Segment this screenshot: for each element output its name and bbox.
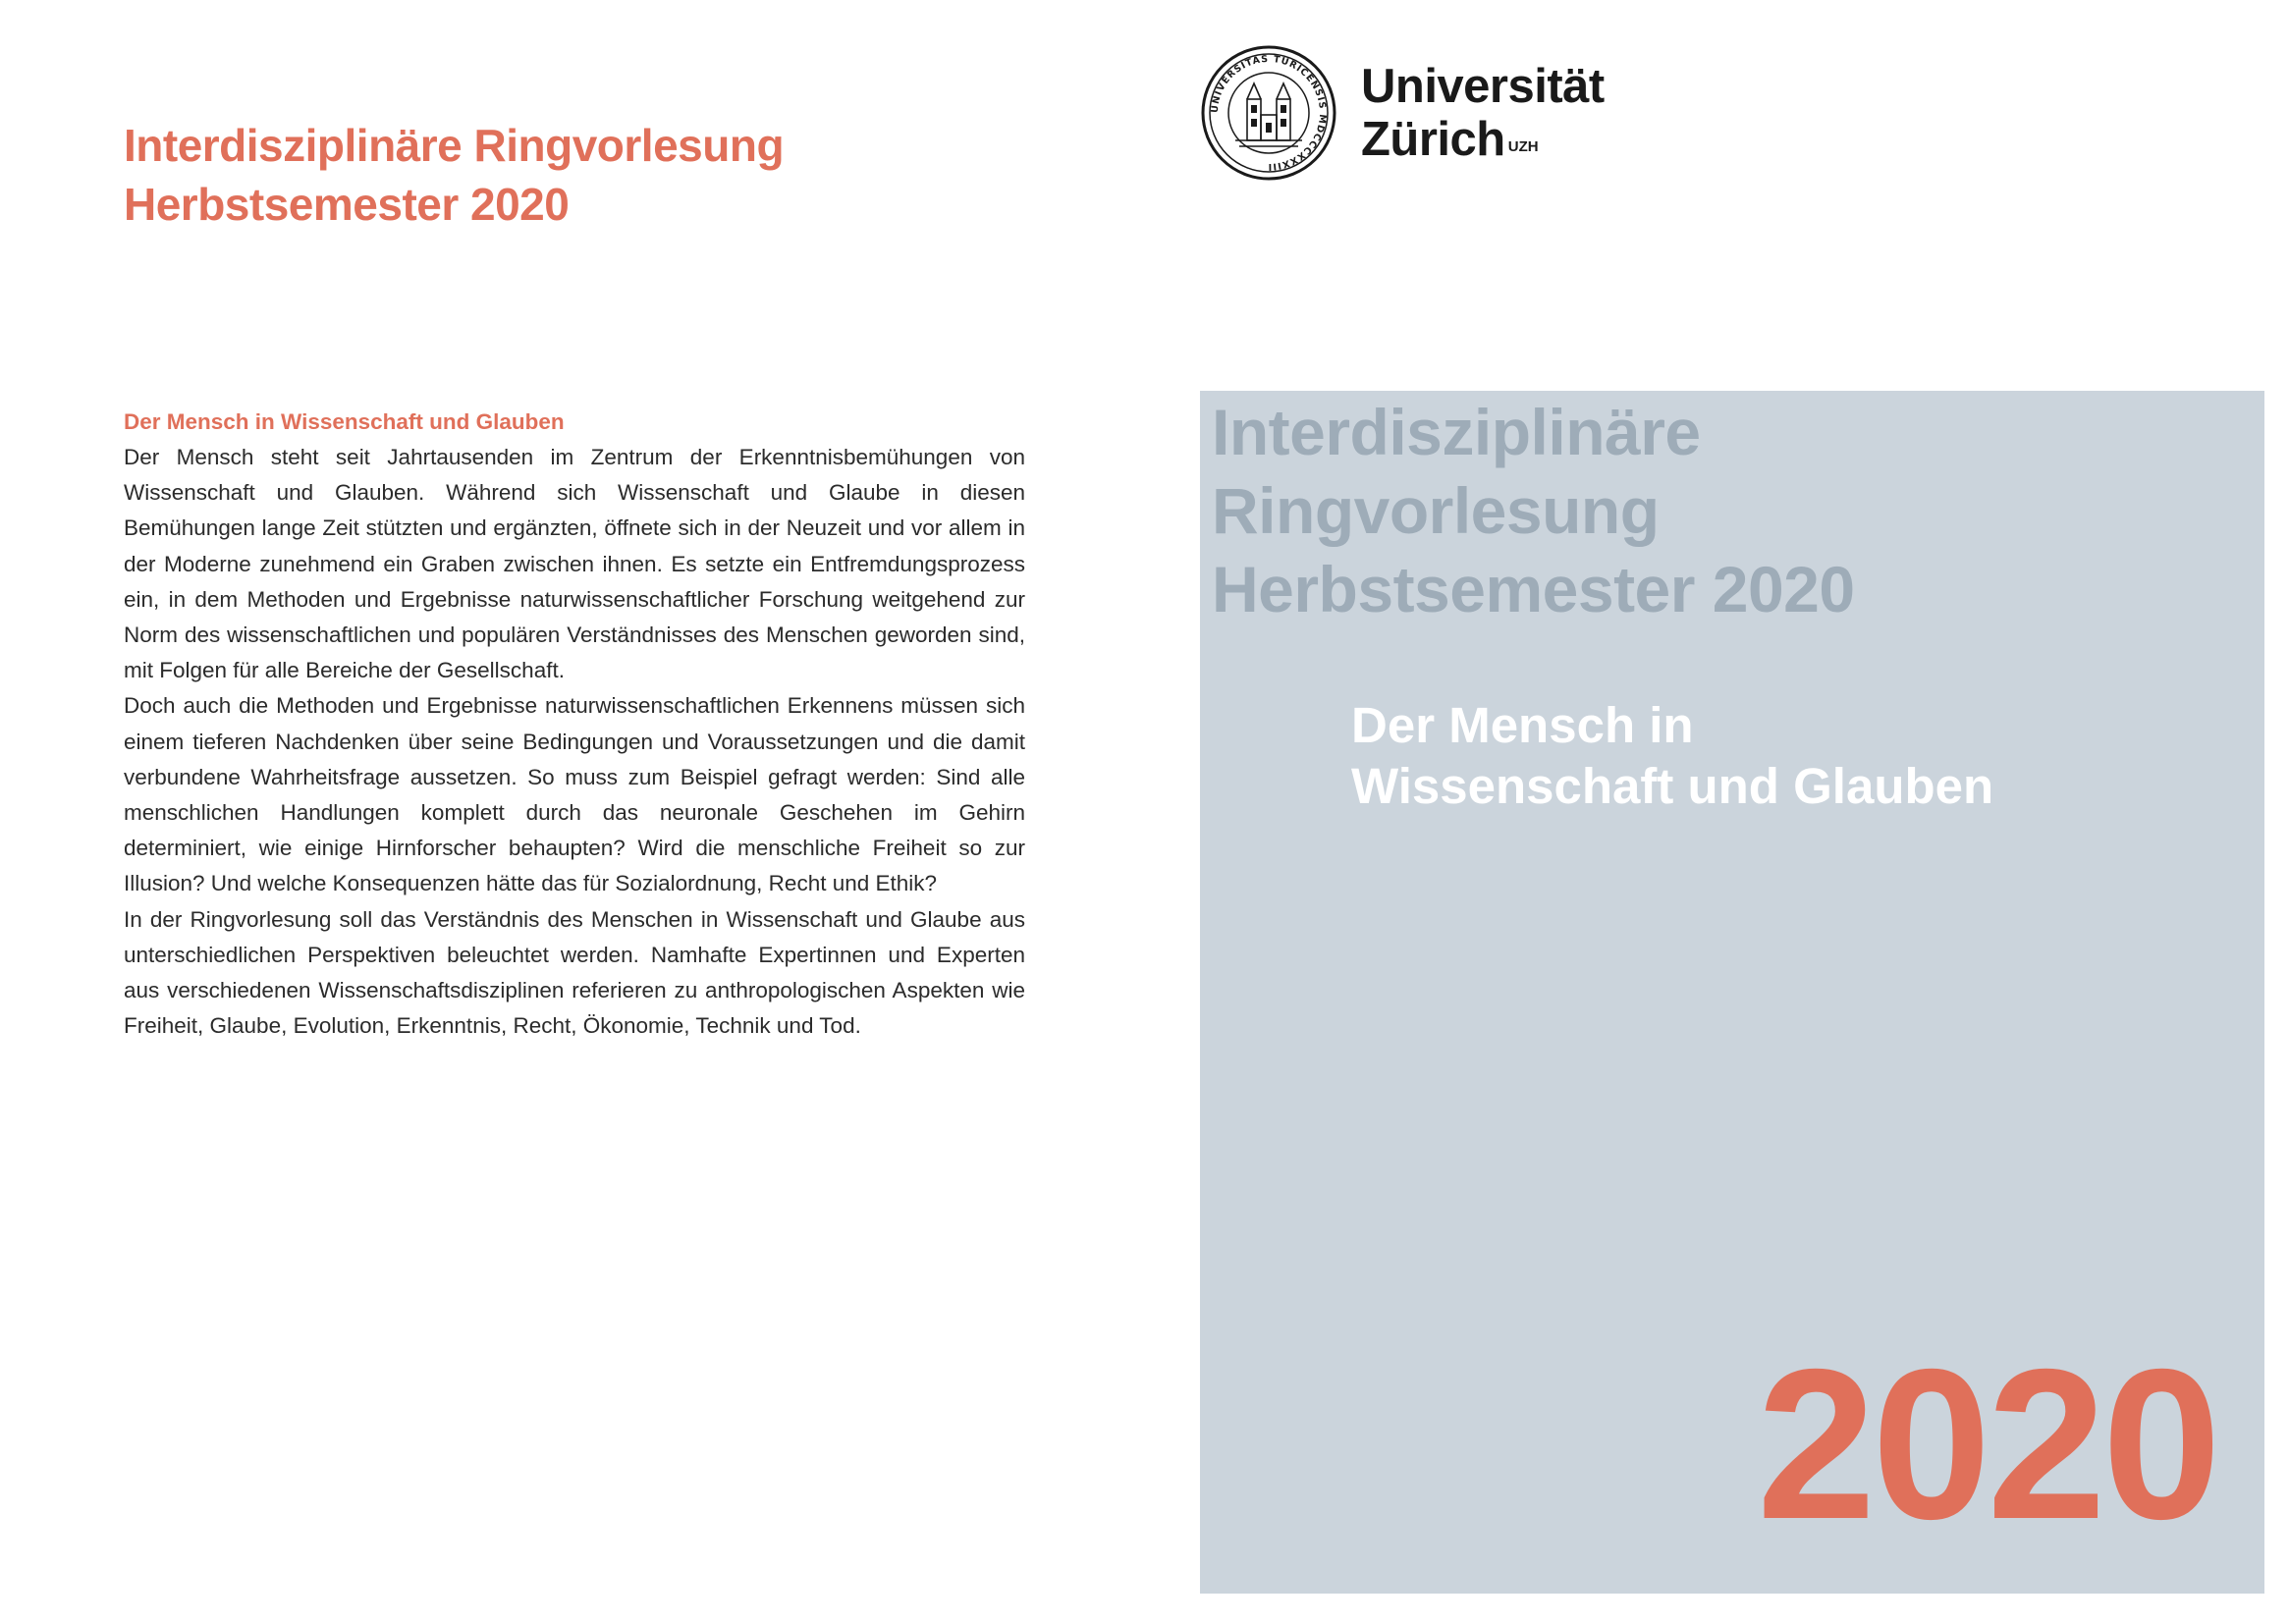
university-seal-icon bbox=[1200, 44, 1337, 182]
cover-title bbox=[1212, 393, 1855, 628]
page-title bbox=[124, 116, 784, 234]
uzh-logo bbox=[1200, 44, 1605, 182]
cover-year: 2020 bbox=[1757, 1326, 2217, 1564]
section-heading: Der Mensch in Wissenschaft und Glauben bbox=[124, 409, 565, 434]
paragraph-3: In der Ringvorlesung soll das Verständnis des Menschen in Wissenschaft und Glaube aus unterschiedlichen Perspektiven beleuchtet werden. Namhafte Expertinnen und Experten aus verschiedenen Wissenschaftsdisziplinen referieren zu anthropologischen Aspekten wie Freiheit, Glaube, Evolution, Erkenntnis, Recht, Ökonomie, Technik und Tod. bbox=[124, 906, 1025, 1039]
cover-subtitle-line-1: Der Mensch in bbox=[1351, 697, 1694, 753]
logo-suffix: UZH bbox=[1507, 138, 1539, 155]
cover-title-line-1: Interdisziplinäre bbox=[1212, 396, 1701, 468]
intro-text bbox=[124, 405, 1025, 1044]
page-title-line-1: Interdisziplinäre Ringvorlesung bbox=[124, 120, 785, 171]
cover-title-line-3: Herbstsemester 2020 bbox=[1212, 553, 1855, 625]
cover-title-line-2: Ringvorlesung bbox=[1212, 474, 1660, 547]
paragraph-1: Der Mensch steht seit Jahrtausenden im Zentrum der Erkenntnisbemühungen von Wissenschaft und Glauben. Während sich Wissenschaft und Glaube in diesen Bemühungen lange Zeit stützten und ergänzten, öffnete sich in der Neuzeit und vor allem in der Moderne zunehmend ein Graben zwischen ihnen. Es setzte ein Entfremdungsprozess ein, in dem Methoden und Ergebnisse naturwissenschaftlicher Forschung weitgehend zur Norm des wissenschaftlichen und populären Verständnisses des Menschen geworden sind, mit Folgen für alle Bereiche der Gesellschaft. bbox=[124, 445, 1025, 683]
page-title-line-2: Herbstsemester 2020 bbox=[124, 179, 570, 230]
logo-line-1: Universität bbox=[1361, 60, 1605, 113]
cover-subtitle-line-2: Wissenschaft und Glauben bbox=[1351, 758, 1994, 814]
logo-line-2 bbox=[1361, 113, 1605, 166]
cover-panel bbox=[1200, 391, 2264, 1594]
logo-city: Zürich bbox=[1361, 113, 1505, 166]
cover-subtitle bbox=[1351, 695, 1993, 817]
paragraph-2: Doch auch die Methoden und Ergebnisse naturwissenschaftlichen Erkennens müssen sich einem tieferen Nachdenken über seine Bedingungen und Voraussetzungen und die damit verbundene Wahrheitsfrage aussetzen. So muss zum Beispiel gefragt werden: Sind alle menschlichen Handlungen komplett durch das neuronale Geschehen im Gehirn determiniert, wie einige Hirnforscher behaupten? Wird die menschliche Freiheit so zur Illusion? Und welche Konsequenzen hätte das für Sozialordnung, Recht und Ethik? bbox=[124, 693, 1025, 896]
svg-text:UNIVERSITAS TURICENSIS MDCCCXX: UNIVERSITAS TURICENSIS MDCCCXXXIII bbox=[1209, 53, 1329, 173]
logo-wordmark bbox=[1361, 60, 1605, 166]
